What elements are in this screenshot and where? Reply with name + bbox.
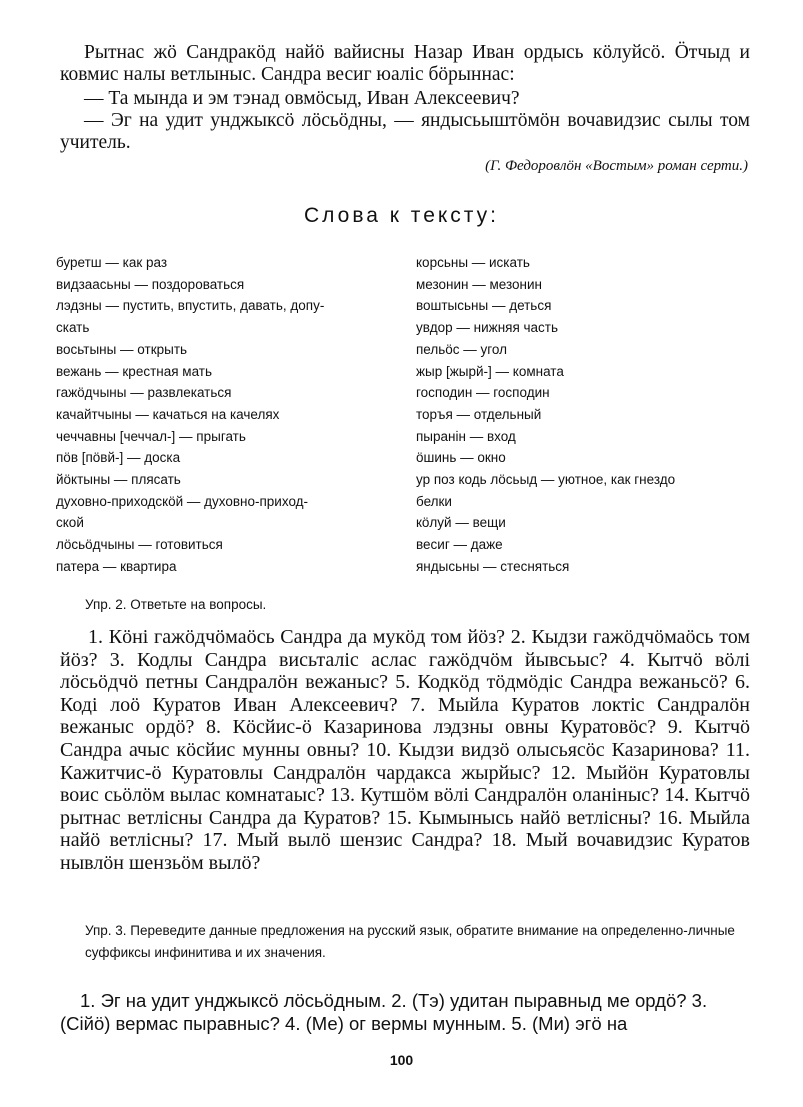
vocab-entry: лэдзны — пустить, впустить, давать, допу- <box>56 298 325 314</box>
vocab-entry: яндысьны — стесняться <box>416 558 570 574</box>
vocab-entry: духовно-приходскӧй — духовно-приход- <box>56 493 309 509</box>
story-paragraph: Рытнас жӧ Сандракӧд найӧ вайисны Назар Иван ордысь кӧлуйсӧ. Ӧтчыд и ковмис налы ветлыныс. Сандра весиг юаліс бӧрыннас: <box>60 42 750 85</box>
vocab-entry: весиг — даже <box>416 537 503 553</box>
vocab-entry: патера — квартира <box>56 558 177 574</box>
vocab-entry: торъя — отдельный <box>416 406 542 422</box>
vocab-entry: господин — господин <box>416 385 550 401</box>
vocabulary-left-column <box>56 252 371 578</box>
vocab-entry: пыранін — вход <box>416 428 516 444</box>
vocab-entry: мезонин — мезонин <box>416 276 542 292</box>
exercise-3-sentences: 1. Эг на удит унджыксӧ лӧсьӧдным. 2. (Тэ) удитан пыравныд ме ордӧ? 3. (Сійӧ) вермас пыравныс? 4. (Ме) ог вермы мунным. 5. (Ми) эгӧ на <box>60 990 708 1034</box>
vocab-entry: скать <box>56 320 90 336</box>
vocab-entry: белки <box>416 493 452 509</box>
page-number: 100 <box>389 1052 414 1068</box>
vocab-entry: пӧв [пӧвй-] — доска <box>56 450 181 466</box>
vocab-entry: гажӧдчыны — развлекаться <box>56 385 232 401</box>
vocab-entry: чеччавны [чеччал-] — прыгать <box>56 428 246 444</box>
vocab-entry: ӧшинь — окно <box>416 450 506 466</box>
vocab-entry: лӧсьӧдчыны — готовиться <box>56 537 223 553</box>
exercise-3-label: Упр. 3. Переведите данные предложения на русский язык, обратите внимание на определенно-личные суффиксы инфинитива и их значения. <box>85 923 735 960</box>
vocabulary-title: Слова к тексту: <box>304 204 499 227</box>
dialogue-line: — Эг на удит унджыксӧ лӧсьӧдны, — яндысьыштӧмӧн вочавидзис сылы том учитель. <box>60 110 750 153</box>
vocab-entry: качайтчыны — качаться на качелях <box>56 406 280 422</box>
vocab-entry: корсьны — искать <box>416 255 530 270</box>
vocab-entry: воштысьны — деться <box>416 298 552 314</box>
vocab-entry: пельӧс — угол <box>416 341 508 357</box>
vocab-entry: буретш — как раз <box>56 255 168 270</box>
vocab-entry: йӧктыны — плясать <box>56 472 181 488</box>
vocab-entry: ской <box>56 515 84 531</box>
vocab-entry: кӧлуй — вещи <box>416 515 506 531</box>
vocab-entry: видзаасьны — поздороваться <box>56 276 245 292</box>
vocab-entry: увдор — нижняя часть <box>416 320 559 336</box>
vocab-entry: ур поз кодь лӧсьыд — уютное, как гнездо <box>416 472 676 488</box>
source-citation: (Г. Федоровлӧн «Востым» роман серти.) <box>485 158 748 174</box>
vocab-entry: жыр [жырй-] — комната <box>416 363 564 379</box>
dialogue-line: — Та мында и эм тэнад овмӧсыд, Иван Алексеевич? <box>84 88 520 109</box>
vocabulary-right-column <box>416 252 756 578</box>
exercise-2-questions: 1. Кӧні гажӧдчӧмаӧсь Сандра да мукӧд том йӧз? 2. Кыдзи гажӧдчӧмаӧсь том йӧз? 3. Кодлы Сандра висьталіс аслас гажӧдчӧм йывсьыс? 4. Кытчӧ вӧлі лӧсьӧдчӧ петны Сандралӧн вежаныс? 5. Кодкӧд тӧдмӧдіс Сандра вежаньсӧ? 6. Коді лоӧ Куратов Иван Алексеевич? 7. Мыйла Куратов локтіс Сандралӧн вежаныс ордӧ? 8. Кӧсйис-ӧ Казаринова лэдзны овны Куратовӧс? 9. Кытчӧ Сандра ачыс кӧсйис мунны овны? 10. Кыдзи видзӧ олысьясӧс Казаринова? 11. Кажитчис-ӧ Куратовлы Сандралӧн чардакса жырйыс? 12. Мыйӧн Куратовлы воис сьӧлӧм вылас комнатаыс? 13. Кутшӧм вӧлі Сандралӧн оланіныс? 14. Кытчӧ рытнас ветлісны Сандра да Куратов? 15. Кымынысь найӧ ветлісны? 16. Мыйла найӧ ветлісны? 17. Мый вылӧ шензис Сандра? 18. Мый вочавидзис Куратов нывлӧн шензьӧм вылӧ? <box>60 626 750 874</box>
exercise-2-label: Упр. 2. Ответьте на вопросы. <box>85 597 267 612</box>
vocab-entry: вежань — крестная мать <box>56 363 212 379</box>
vocab-entry: восьтыны — открыть <box>56 341 188 357</box>
